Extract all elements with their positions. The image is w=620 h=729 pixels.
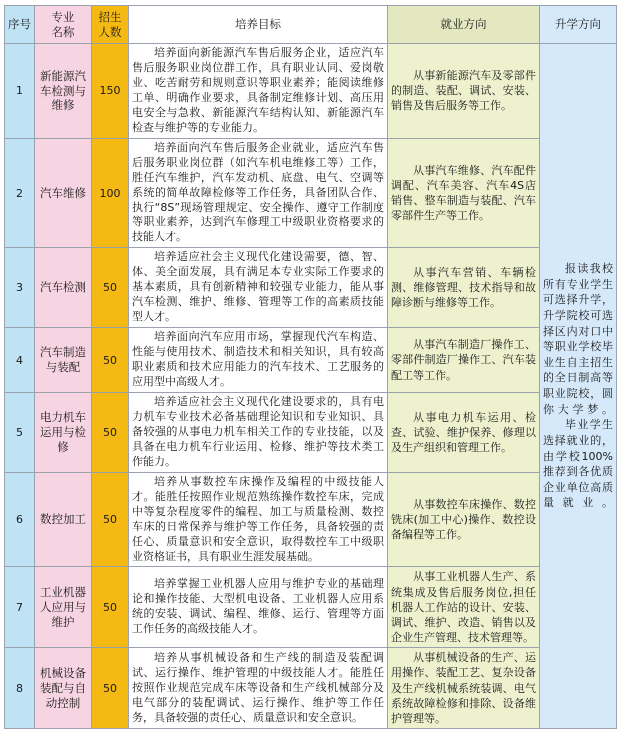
table-row <box>5 648 617 729</box>
table-row <box>5 472 617 567</box>
column-header-major-name-line1: 专业 <box>51 10 75 25</box>
table-row <box>5 248 617 328</box>
cell-major-name: 机械设备装配与自动控制 <box>35 648 92 729</box>
table-row <box>5 44 617 139</box>
cell-enrollment-quota: 150 <box>92 44 129 139</box>
cell-serial-number: 4 <box>5 328 35 393</box>
cell-enrollment-quota: 50 <box>92 472 129 567</box>
cell-employment-direction: 从事电力机车运用、检查、试验、维护保养、修理以及生产组织和管理工作。 <box>388 392 540 472</box>
cell-major-name: 新能源汽车检测与维修 <box>35 44 92 139</box>
cell-serial-number: 8 <box>5 648 35 729</box>
cell-enrollment-quota: 50 <box>92 392 129 472</box>
cell-major-name: 汽车制造与装配 <box>35 328 92 393</box>
cell-serial-number: 2 <box>5 138 35 248</box>
cell-employment-direction: 从事新能源汽车及零部件的制造、装配、调试、安装、销售及售后服务等工作。 <box>388 44 540 139</box>
cell-serial-number: 5 <box>5 392 35 472</box>
cell-employment-direction: 从事汽车制造厂操作工、零部件制造厂操作工、汽车装配工等工作。 <box>388 328 540 393</box>
column-header-employment-direction: 就业方向 <box>388 6 540 44</box>
majors-table <box>4 5 617 729</box>
cell-training-goal: 培养适应社会主义现代化建设需要，德、智、体、美全面发展，具有满足本专业实际工作要求的基本素质，具有创新精神和较强专业能力，能从事汽车检测、维护、维修、管理等工作的高素质技能型人才。 <box>129 248 388 328</box>
column-header-enrollment-quota-line2: 人数 <box>98 24 122 39</box>
further-study-paragraph-1: 报读我校所有专业学生可选择升学，升学院校可选择区内对口中等职业学校毕业生自主招生的全日制高等职业院校，圆你大学梦。 <box>543 262 613 416</box>
cell-employment-direction: 从事汽车维修、汽车配件调配、汽车美容、汽车4S店销售、整车制造与装配、汽车零部件生产等工作。 <box>388 138 540 248</box>
column-header-enrollment-quota <box>92 6 129 44</box>
cell-enrollment-quota: 50 <box>92 248 129 328</box>
cell-major-name: 电力机车运用与检修 <box>35 392 92 472</box>
cell-serial-number: 3 <box>5 248 35 328</box>
cell-training-goal: 培养面向汽车售后服务企业就业，适应汽车售后服务职业岗位群（如汽车机电维修工等）工作，胜任汽车维护，汽车发动机、底盘、电气、空调等系统的简单故障检修等工作任务，具备团队合作、执行“8S”现场管理规定、安全操作、遵守工作制度等职业素养，达到汽车修理工中级职业资格要求的技能人才。 <box>129 138 388 248</box>
cell-training-goal: 培养从事数控车床操作及编程的中级技能人才。能胜任按照作业规范熟练操作数控车床，完成中等复杂程度零件的编程、加工与质量检测、数控车床的日常保养与维护等工作任务，具备较强的责任心、质量意识和安全意识，取得数控车工中级职业资格证书，具有职业生涯发展基础。 <box>129 472 388 567</box>
cell-training-goal: 培养面向新能源汽车售后服务企业，适应汽车售后服务职业岗位群工作，具有职业认同、爱岗敬业、吃苦耐劳和规则意识等职业素养；能阅读维修工单、明确作业要求，具备制定维修计划、高压用电安全与急救、新能源汽车结构认知、新能源汽车检查与维护等的专业能力。 <box>129 44 388 139</box>
table-header <box>5 6 617 44</box>
cell-employment-direction: 从事工业机器人生产、系统集成及售后服务岗位,担任机器人工作站的设计、安装、调试、维护、改造、销售以及企业生产管理、技术管理等。 <box>388 567 540 648</box>
cell-further-study-direction <box>540 44 617 729</box>
column-header-enrollment-quota-line1: 招生 <box>98 10 122 25</box>
further-study-paragraph-2: 毕业学生选择就业的，由学校100%推荐到各优质企业单位高质量就业。 <box>543 418 613 510</box>
column-header-further-study-direction: 升学方向 <box>540 6 617 44</box>
majors-table-sheet <box>0 5 620 725</box>
cell-serial-number: 1 <box>5 44 35 139</box>
cell-enrollment-quota: 50 <box>92 648 129 729</box>
cell-employment-direction: 从事机械设备的生产、运用操作、装配工艺、复杂设备及生产线机械系统装调、电气系统故障检修和排除、设备维护管理等。 <box>388 648 540 729</box>
table-row <box>5 567 617 648</box>
cell-major-name: 汽车维修 <box>35 138 92 248</box>
cell-training-goal: 培养适应社会主义现代化建设要求的，具有电力机车专业技术必备基础理论知识和专业知识、具备较强的从事电力机车相关工作的专业技能，以及具备在电力机车行业运用、检修、维护等技术类工作能力。 <box>129 392 388 472</box>
cell-major-name: 汽车检测 <box>35 248 92 328</box>
table-row <box>5 328 617 393</box>
column-header-training-goal: 培养目标 <box>129 6 388 44</box>
column-header-major-name <box>35 6 92 44</box>
table-body <box>5 44 617 729</box>
table-row <box>5 138 617 248</box>
table-header-row <box>5 6 617 44</box>
cell-major-name: 数控加工 <box>35 472 92 567</box>
table-row <box>5 392 617 472</box>
cell-enrollment-quota: 50 <box>92 328 129 393</box>
column-header-major-name-line2: 名称 <box>51 24 75 39</box>
column-header-serial-number: 序号 <box>5 6 35 44</box>
cell-training-goal: 培养从事机械设备和生产线的制造及装配调试、运行操作、维护管理的中级技能人才。能胜任按照作业规范完成车床等设备和生产线机械部分及电气部分的装配调试、运行操作、维护等工作任务，具备较强的责任心、质量意识和安全意识。 <box>129 648 388 729</box>
cell-training-goal: 培养面向汽车应用市场，掌握现代汽车构造、性能与使用技术、制造技术和相关知识，具有较高职业素质和技术应用能力的汽车技术、工艺服务的应用型中高级人才。 <box>129 328 388 393</box>
cell-employment-direction: 从事汽车营销、车辆检测、维修管理、技术指导和故障诊断与维修等工作。 <box>388 248 540 328</box>
cell-major-name: 工业机器人应用与维护 <box>35 567 92 648</box>
cell-enrollment-quota: 50 <box>92 567 129 648</box>
cell-serial-number: 7 <box>5 567 35 648</box>
cell-serial-number: 6 <box>5 472 35 567</box>
cell-training-goal: 培养掌握工业机器人应用与维护专业的基础理论和操作技能、大型机电设备、工业机器人应用系统的安装、调试、编程、维修、运行、管理等方面工作任务的高级技能人才。 <box>129 567 388 648</box>
cell-employment-direction: 从事数控车床操作、数控铣床(加工中心)操作、数控设备编程等工作。 <box>388 472 540 567</box>
cell-enrollment-quota: 100 <box>92 138 129 248</box>
